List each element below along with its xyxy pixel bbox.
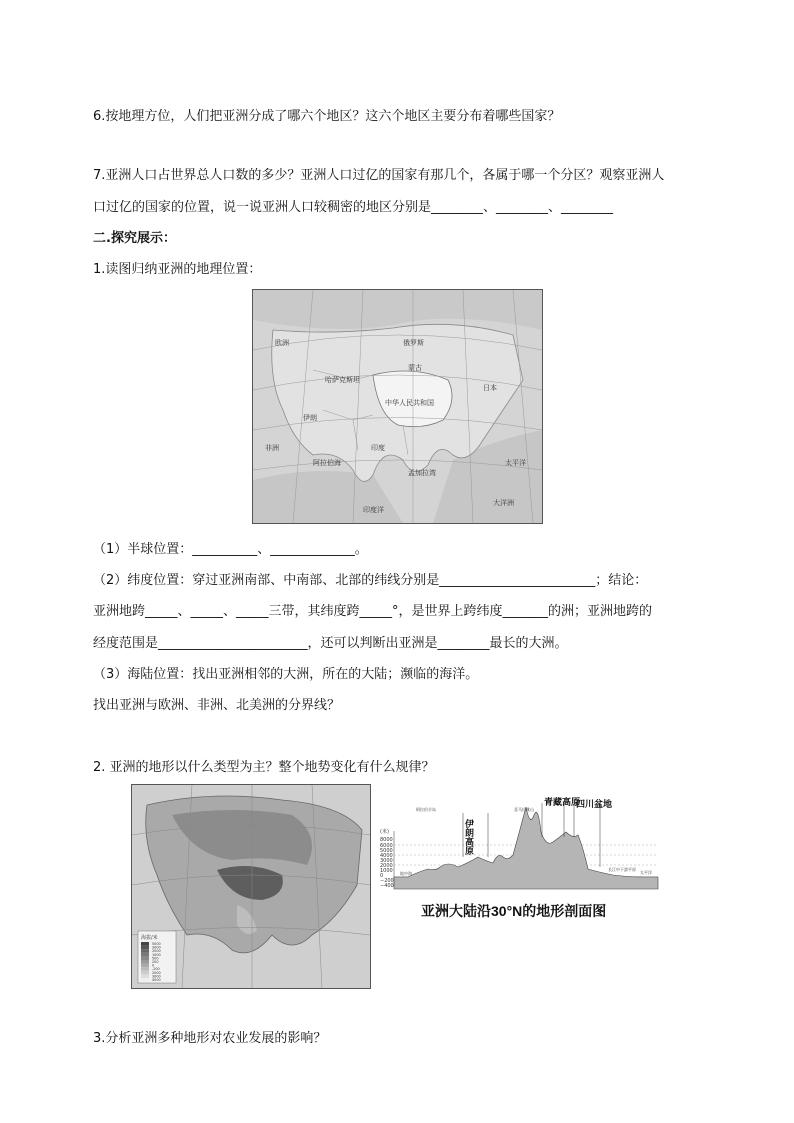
profile-y-tick-0: (米) bbox=[380, 829, 389, 835]
profile-y-tick-1: 8000 bbox=[380, 837, 393, 843]
profile-y-tick-6: 2000 bbox=[380, 863, 393, 869]
map1-label-0: 哈萨克斯坦 bbox=[325, 376, 360, 384]
map1-label-4: 印度洋 bbox=[363, 506, 384, 514]
terrain-profile-graphic bbox=[378, 797, 660, 897]
profile-y-tick-5: 3000 bbox=[380, 858, 393, 864]
asia-political-map-graphic bbox=[253, 290, 542, 523]
map2-legend-value-8: 2000 bbox=[152, 970, 161, 975]
map2-legend-value-6: 0 bbox=[152, 963, 155, 968]
profile-y-tick-2: 6000 bbox=[380, 843, 393, 849]
map1-label-1: 中华人民共和国 bbox=[385, 399, 434, 407]
map2-legend-value-9: 3000 bbox=[152, 974, 161, 979]
sea-land-position: （3）海陆位置：找出亚洲相邻的大洲，所在的大陆；濒临的海洋。 bbox=[93, 667, 479, 682]
asia-physical-map-graphic bbox=[132, 785, 370, 988]
profile-small-label-1: 阿拉伯半岛 bbox=[416, 807, 436, 812]
profile-y-tick-4: 4000 bbox=[380, 853, 393, 859]
profile-y-tick-8: 0 bbox=[380, 873, 384, 879]
latitude-position-line-3: 经度范围是_______________________，还可以判断出亚洲是________最长的大洲。 bbox=[93, 636, 568, 651]
question-7-line-2: 口过亿的国家的位置，说一说亚洲人口较稠密的地区分别是________、________、________ bbox=[93, 200, 614, 215]
profile-small-label-3: 长江中下游平原 bbox=[608, 867, 636, 872]
map1-label-9: 蒙古 bbox=[408, 364, 422, 372]
latitude-position-line-1: （2）纬度位置：穿过亚洲南部、中南部、北部的纬线分别是________________________；结论： bbox=[93, 573, 648, 588]
map2-legend-value-4: 500 bbox=[152, 956, 159, 961]
latitude-position-line-2: 亚洲地跨_____、_____、_____三带，其纬度跨_____°，是世界上跨纬度_______的洲；亚洲地跨的 bbox=[93, 604, 653, 619]
asia-physical-map bbox=[131, 784, 371, 989]
profile-small-label-2: 喜马拉雅山 bbox=[514, 807, 534, 812]
profile-caption: 亚洲大陆沿30°N的地形剖面图 bbox=[421, 903, 607, 919]
profile-small-label-0: 地中海 bbox=[400, 871, 412, 876]
profile-y-tick-7: 1000 bbox=[380, 868, 393, 874]
map1-label-5: 太平洋 bbox=[505, 459, 526, 467]
map2-legend-value-3: 1000 bbox=[152, 952, 161, 957]
asia-political-map bbox=[252, 289, 543, 524]
profile-small-label-4: 太平洋 bbox=[640, 870, 652, 875]
map1-label-2: 伊朗 bbox=[303, 414, 317, 422]
map2-legend-value-5: 200 bbox=[152, 960, 159, 964]
map2-legend-title: 海拔/米 bbox=[141, 935, 158, 941]
profile-label-iran-plateau: 伊朗高原 bbox=[463, 819, 473, 855]
map2-legend-value-1: 3000 bbox=[152, 945, 161, 950]
map1-label-13: 非洲 bbox=[265, 444, 279, 452]
question-7-line-1: 7.亚洲人口占世界总人口数的多少？亚洲人口过亿的国家有那几个，各属于哪一个分区？观察亚洲人 bbox=[93, 168, 665, 183]
map1-label-11: 大洋洲 bbox=[493, 499, 514, 507]
hemisphere-position: （1）半球位置：__________、_____________。 bbox=[93, 542, 368, 557]
terrain-profile bbox=[378, 797, 660, 897]
map2-legend-value-10: 4000 bbox=[152, 978, 161, 982]
map2-legend-value-0: 5000 bbox=[152, 942, 161, 946]
boundary-question: 找出亚洲与欧洲、非洲、北美洲的分界线？ bbox=[93, 698, 341, 713]
profile-label-tibet-plateau: 青藏高原 bbox=[544, 798, 581, 808]
map1-label-7: 阿拉伯海 bbox=[313, 459, 341, 467]
item-2-title: 2. 亚洲的地形以什么类型为主？整个地势变化有什么规律？ bbox=[93, 760, 435, 775]
profile-label-sichuan-basin: 四川盆地 bbox=[576, 800, 613, 810]
section-heading: 二.探究展示： bbox=[93, 231, 176, 246]
map1-label-12: 欧洲 bbox=[275, 339, 289, 347]
profile-y-tick-3: 5000 bbox=[380, 848, 393, 854]
map2-legend-value-2: 2000 bbox=[152, 949, 161, 954]
profile-y-tick-10: −400 bbox=[380, 883, 394, 889]
item-3-title: 3.分析亚洲多种地形对农业发展的影响？ bbox=[93, 1031, 327, 1046]
profile-y-tick-9: −200 bbox=[380, 878, 394, 884]
map1-label-6: 孟加拉湾 bbox=[408, 469, 436, 477]
map1-label-8: 日本 bbox=[483, 384, 497, 392]
item-1-title: 1.读图归纳亚洲的地理位置： bbox=[93, 262, 262, 277]
map2-legend-value-7: -200 bbox=[152, 967, 160, 972]
question-6: 6.按地理方位，人们把亚洲分成了哪六个地区？这六个地区主要分布着哪些国家？ bbox=[93, 109, 561, 124]
map1-label-3: 印度 bbox=[371, 444, 385, 452]
map1-label-10: 俄罗斯 bbox=[403, 339, 424, 347]
